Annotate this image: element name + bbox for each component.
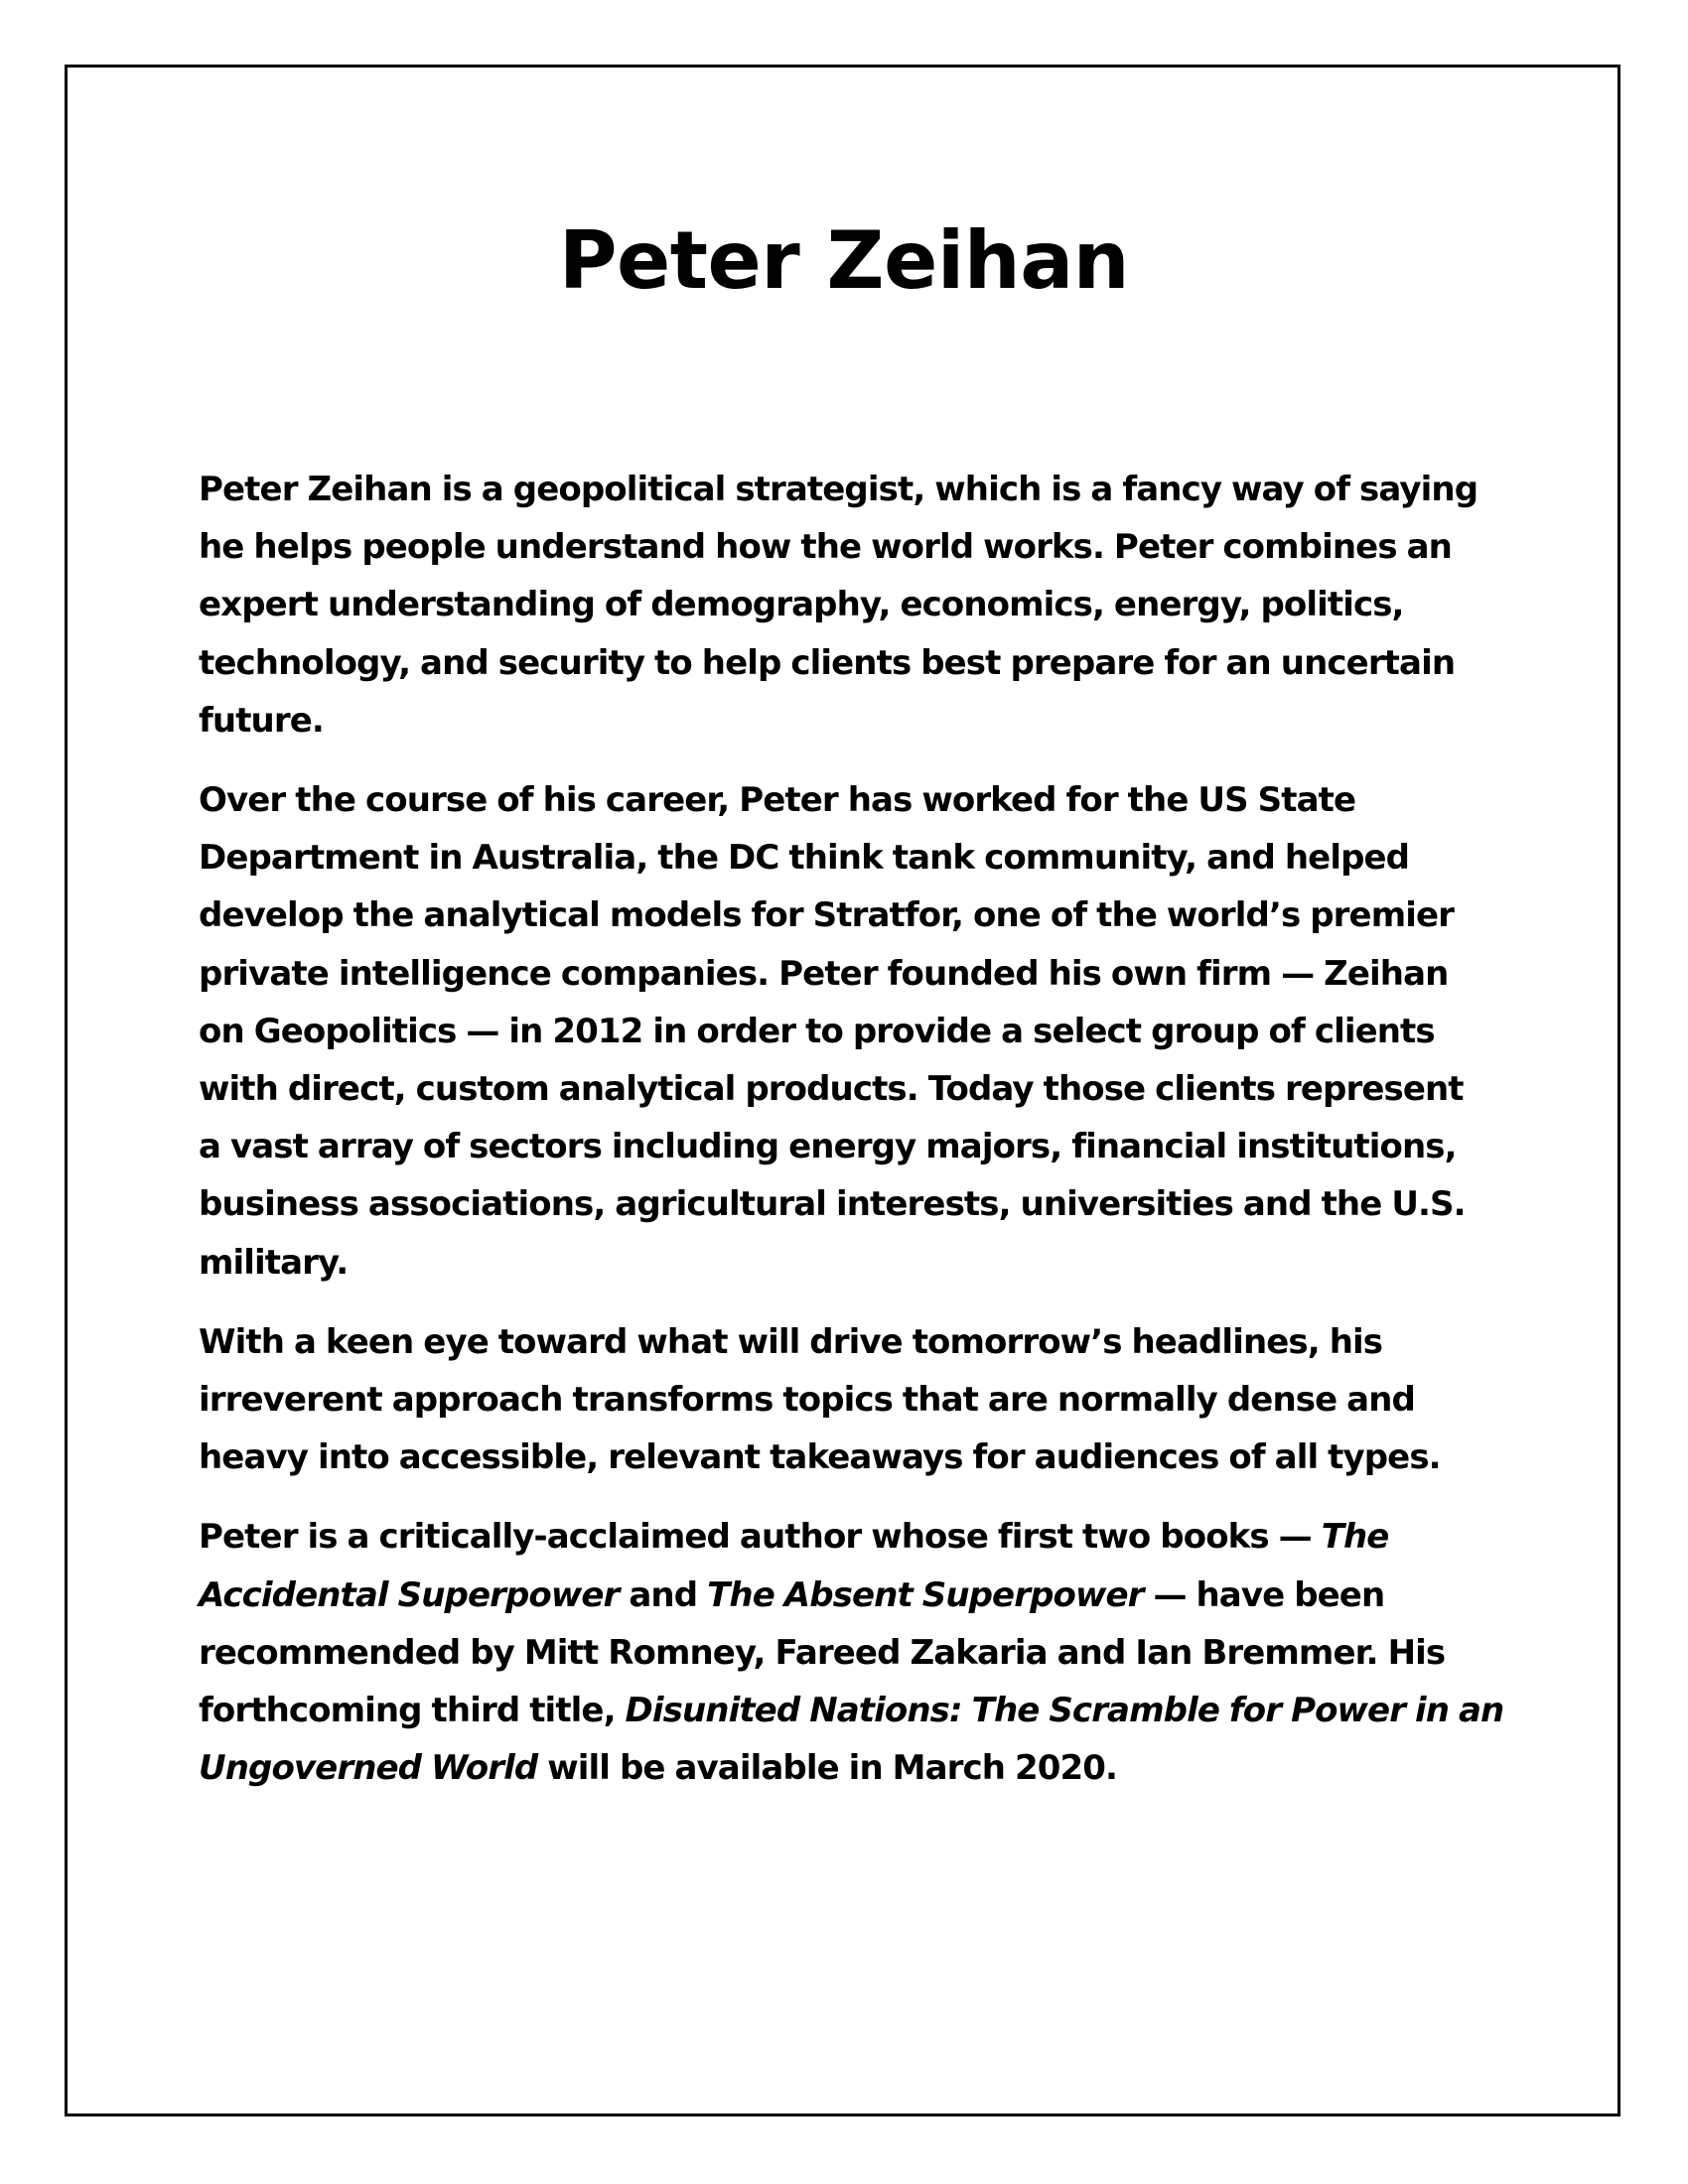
books-intro-text: Peter is a critically-acclaimed author whose first two books — (199, 1517, 1322, 1558)
book-title-absent-superpower: The Absent Superpower (707, 1574, 1144, 1615)
page-title: Peter Zeihan (558, 214, 1130, 307)
text-line: With a keen eye toward what will drive tomorrow’s headlines, his (199, 1321, 1383, 1362)
text-line: business associations, agricultural interests, universities and the U.S. (199, 1184, 1466, 1225)
paragraph-books (199, 1508, 1504, 1797)
text-line: Department in Australia, the DC think tank community, and helped (199, 838, 1410, 879)
paragraph-intro (199, 461, 1504, 750)
text-line: develop the analytical models for Stratfor, one of the world’s premier (199, 895, 1455, 936)
text-line: with direct, custom analytical products. Today those clients represent (199, 1069, 1464, 1110)
text-line: Over the course of his career, Peter has worked for the US State (199, 780, 1356, 821)
text-line: Peter Zeihan is a geopolitical strategist, which is a fancy way of saying (199, 470, 1478, 509)
paragraph-approach (199, 1313, 1504, 1487)
book-title-disunited-nations: Disunited Nations: The Scramble for Power in an Ungoverned World (199, 1691, 1504, 1789)
text-line: heavy into accessible, relevant takeaways for audiences of all types. (199, 1437, 1441, 1478)
text-line: private intelligence companies. Peter founded his own firm — Zeihan (199, 953, 1449, 994)
books-mid-text: — have been recommended by Mitt Romney, Fareed Zakaria and Ian Bremmer. His forthcoming third title, (199, 1574, 1446, 1731)
text-line: expert understanding of demography, economics, energy, politics, (199, 585, 1404, 625)
text-line: on Geopolitics — in 2012 in order to provide a select group of clients (199, 1011, 1435, 1051)
text-line: irreverent approach transforms topics that are normally dense and (199, 1380, 1415, 1421)
document-body (199, 461, 1504, 1819)
text-line: future. (199, 700, 324, 741)
text-line: a vast array of sectors including energy majors, financial institutions, (199, 1127, 1457, 1167)
paragraph-career (199, 771, 1504, 1292)
text-line: technology, and security to help clients best prepare for an uncertain (199, 642, 1456, 683)
books-and-text: and (619, 1574, 708, 1615)
text-line: military. (199, 1242, 349, 1283)
books-outro-text: will be available in March 2020. (537, 1748, 1118, 1789)
text-line: he helps people understand how the world works. Peter combines an (199, 527, 1452, 568)
book-title-accidental-superpower: The Accidental Superpower (199, 1517, 1389, 1615)
